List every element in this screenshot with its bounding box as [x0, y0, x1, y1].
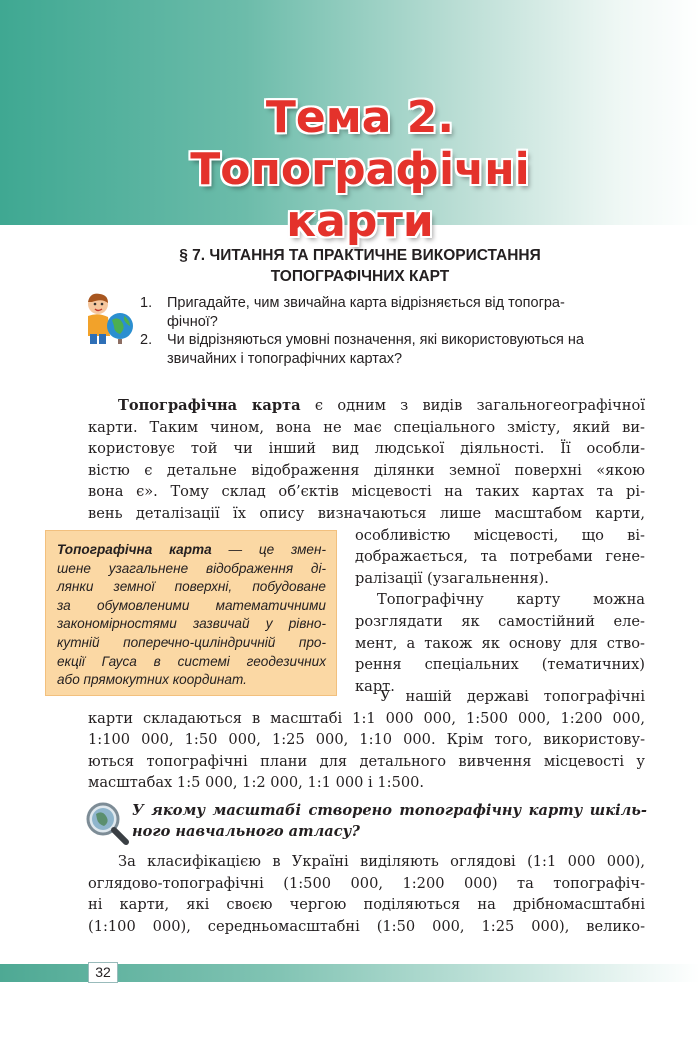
text-line: (1:100 000), середньомасштабні (1:50 000, 1:25 000), велико-	[88, 917, 645, 935]
question-line: Чи відрізняються умовні позначення, які використовуються на	[167, 332, 584, 348]
definition-line: за обумовленими математичними	[57, 597, 326, 613]
paragraph-topographic-map-continued	[355, 525, 645, 590]
question-line: ного навчального атласу?	[132, 823, 360, 840]
chapter-title-line2: карти	[286, 196, 434, 247]
magnifier-globe-icon	[84, 800, 130, 846]
text-line: карт.	[355, 677, 395, 695]
text-line: користовує той чи інший вид людської діяльності. Її особли-	[88, 440, 645, 458]
text-line: ні карти, які своєю чергою поділяються на дрібномасштабні	[88, 896, 645, 914]
text-line	[118, 395, 645, 417]
text-line: За класифікацією в Україні виділяють оглядові (1:1 000 000),	[118, 853, 645, 870]
kid-with-globe-icon	[80, 290, 136, 346]
text-line: Топографічну карту можна	[377, 591, 645, 609]
definition-line: екції Гауса в системі геодезичних	[57, 653, 326, 669]
chapter-title	[90, 92, 630, 248]
atlas-question	[132, 800, 647, 842]
text-line: вона є». Тому склад об’єктів місцевості на таких картах та рі-	[88, 483, 645, 501]
paragraph-topographic-map-body	[88, 417, 645, 525]
text-line: карти складаються в масштабі 1:1 000 000, 1:500 000, 1:200 000,	[88, 709, 645, 727]
paragraph-scales-intro	[380, 686, 645, 708]
definition-line: шене узагальнене відображення ді-	[57, 560, 326, 576]
section-title	[110, 245, 610, 287]
chapter-header	[0, 0, 700, 247]
text-line: 1:100 000, 1:50 000, 1:25 000, 1:10 000. Крім того, використову-	[88, 731, 645, 749]
text-line: мент, а також як основу для ство-	[355, 634, 645, 652]
text-line: У нашій державі топографічні	[380, 688, 645, 705]
definition-line: лянки земної поверхні, побудоване	[57, 579, 326, 595]
text-line: вень деталізації їх опису визначаються лише масштабом карти,	[88, 504, 645, 522]
text-fragment: — це змен-	[211, 542, 326, 557]
paragraph-map-usage	[355, 589, 645, 697]
text-fragment: є одним з видів загальногеографічної	[300, 397, 645, 414]
text-line: оглядово-топографічні (1:500 000, 1:200 000) та топографіч-	[88, 874, 645, 892]
text-line: ються топографічні плани для детального вивчення місцевості у	[88, 752, 645, 770]
text-line: масштабах 1:5 000, 1:2 000, 1:1 000 і 1:500.	[88, 774, 425, 792]
question-item	[140, 331, 650, 368]
definition-term: Топографічна карта	[57, 542, 212, 557]
definition-line: або прямокутних координат.	[57, 672, 247, 688]
question-line: фічної?	[167, 313, 218, 330]
term: Топографічна карта	[118, 397, 301, 414]
text-line: вістю є детальне відображення ділянки земної поверхні «якою	[88, 461, 645, 479]
question-line: звичайних і топографічних картах?	[167, 350, 403, 367]
text-line: особливістю місцевості, що ві-	[355, 526, 645, 544]
text-line: розглядати як самостійний еле-	[355, 612, 645, 630]
review-questions	[140, 294, 650, 368]
text-line: рення спеціальних (тематичних)	[355, 656, 645, 674]
definition-line: кутній поперечно-циліндричній про-	[57, 634, 326, 650]
question-line: Пригадайте, чим звичайна карта відрізняється від топогра-	[167, 295, 565, 311]
definition-box	[45, 530, 337, 696]
chapter-title-line1: Тема 2. Топографічні	[190, 92, 530, 195]
question-number: 1.	[140, 295, 153, 311]
definition-line: закономірностями зазвичай у рівно-	[57, 616, 326, 632]
question-item	[140, 294, 650, 331]
question-line: У якому масштабі створено топографічну карту шкіль-	[132, 802, 647, 819]
paragraph-topographic-map	[118, 395, 645, 417]
page-number: 32	[88, 962, 118, 983]
text-line: ралізації (узагальнення).	[355, 569, 549, 587]
section-title-line1: § 7. ЧИТАННЯ ТА ПРАКТИЧНЕ ВИКОРИСТАННЯ	[179, 247, 541, 264]
paragraph-scales	[88, 708, 645, 794]
paragraph-classification	[88, 851, 645, 937]
text-line: дображається, та потребами гене-	[355, 548, 645, 566]
question-number: 2.	[140, 332, 153, 348]
section-title-line2: ТОПОГРАФІЧНИХ КАРТ	[270, 268, 450, 285]
definition-line	[57, 541, 326, 560]
text-line: карти. Таким чином, вона не має спеціального змісту, який ви-	[88, 418, 645, 436]
